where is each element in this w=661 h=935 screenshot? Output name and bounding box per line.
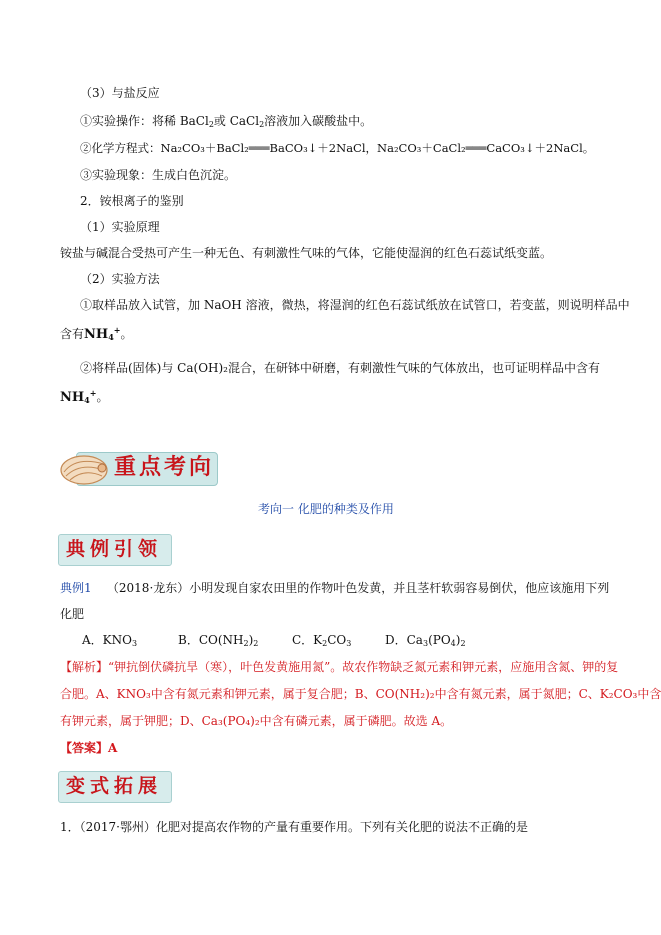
- op-text-1: ①实验操作：将稀 BaCl: [80, 114, 209, 128]
- equation-text: Na₂CO₃＋BaCl₂═══BaCO₃↓＋2NaCl，Na₂CO₃＋CaCl₂═══CaCO₃↓＋2NaCl。: [160, 141, 595, 155]
- method-2-line-2: [60, 388, 108, 407]
- principle-heading: （1）实验原理: [80, 220, 160, 234]
- analysis-line-1: 【解析】“钾抗倒伏磷抗旱（寒），叶色发黄施用氮”。故农作物缺乏氮元素和钾元素，应施用含氮、钾的复: [60, 660, 619, 674]
- example-label: 典例1: [60, 581, 92, 595]
- principle-text: 铵盐与碱混合受热可产生一种无色、有刺激性气味的气体，它能使湿润的红色石蕊试纸变蓝。: [60, 246, 553, 260]
- section-heading-salt: （3）与盐反应: [80, 86, 160, 100]
- banner-title: 重点考向: [114, 455, 215, 480]
- experiment-phenomenon: ③实验现象：生成白色沉淀。: [80, 168, 237, 182]
- answer: 【答案】A: [60, 741, 118, 755]
- ammonium-formula-2: $NH_4^+$: [60, 388, 97, 405]
- analysis-line-3: 有钾元素，属于钾肥；D、Ca₃(PO₄)₂中含有磷元素，属于磷肥。故选 A。: [60, 714, 453, 728]
- topic-title: 考向一 化肥的种类及作用: [258, 502, 394, 516]
- method-heading: （2）实验方法: [80, 272, 160, 286]
- chemical-equation: [80, 139, 594, 157]
- question-text: （2018·龙东）小明发现自家农田里的作物叶色发黄，并且茎杆软弱容易倒伏，他应该施用下列: [106, 581, 610, 595]
- ammonium-formula: $NH_4^+$: [84, 325, 121, 342]
- exercise-question-1: 1．（2017·鄂州）化肥对提高农作物的产量有重要作用。下列有关化肥的说法不正确的是: [60, 820, 528, 834]
- option-d: D．$Ca_3(PO_4)_2$: [385, 633, 466, 648]
- option-a: A．$KNO_3$: [82, 633, 138, 648]
- method-1-line-1: ①取样品放入试管，加 NaOH 溶液，微热，将湿润的红色石蕊试纸放在试管口，若变蓝，则说明样品中: [80, 298, 630, 312]
- method-1-suffix: 。: [120, 327, 133, 341]
- equation-label: ②化学方程式：: [80, 141, 161, 155]
- method-1-line-2: [60, 325, 132, 344]
- op-text-3: 溶液加入碳酸盐中。: [264, 114, 373, 128]
- option-b: B．$CO(NH_2)_2$: [178, 633, 259, 648]
- tag-label: 典例引领: [66, 538, 163, 560]
- method-1-prefix: 含有: [60, 327, 85, 341]
- experiment-operation: ①实验操作：将稀 BaCl$_2$或 CaCl$_2$溶液加入碳酸盐中。: [80, 114, 373, 129]
- op-text-2: 或 CaCl: [213, 114, 260, 128]
- variation-tag: [58, 771, 170, 801]
- example-question-line-1: [60, 579, 609, 597]
- section-heading-ammonium: 2．铵根离子的鉴别: [80, 194, 184, 208]
- option-c: C．$K_2CO_3$: [292, 633, 352, 648]
- key-direction-banner: [58, 444, 216, 490]
- example-tag: [58, 534, 170, 564]
- analysis-line-2: 合肥。A、KNO₃中含有氮元素和钾元素，属于复合肥；B、CO(NH₂)₂中含有氮元素，属于氮肥；C、K₂CO₃中含: [60, 687, 661, 701]
- example-question-line-2: 化肥: [60, 607, 85, 621]
- conch-shell-icon: [58, 448, 110, 488]
- method-2-line-1: ②将样品(固体)与 Ca(OH)₂混合，在研钵中研磨，有刺激性气味的气体放出，也可证明样品中含有: [80, 361, 600, 375]
- tag-label-2: 变式拓展: [66, 775, 163, 797]
- method-2-suffix: 。: [96, 390, 109, 404]
